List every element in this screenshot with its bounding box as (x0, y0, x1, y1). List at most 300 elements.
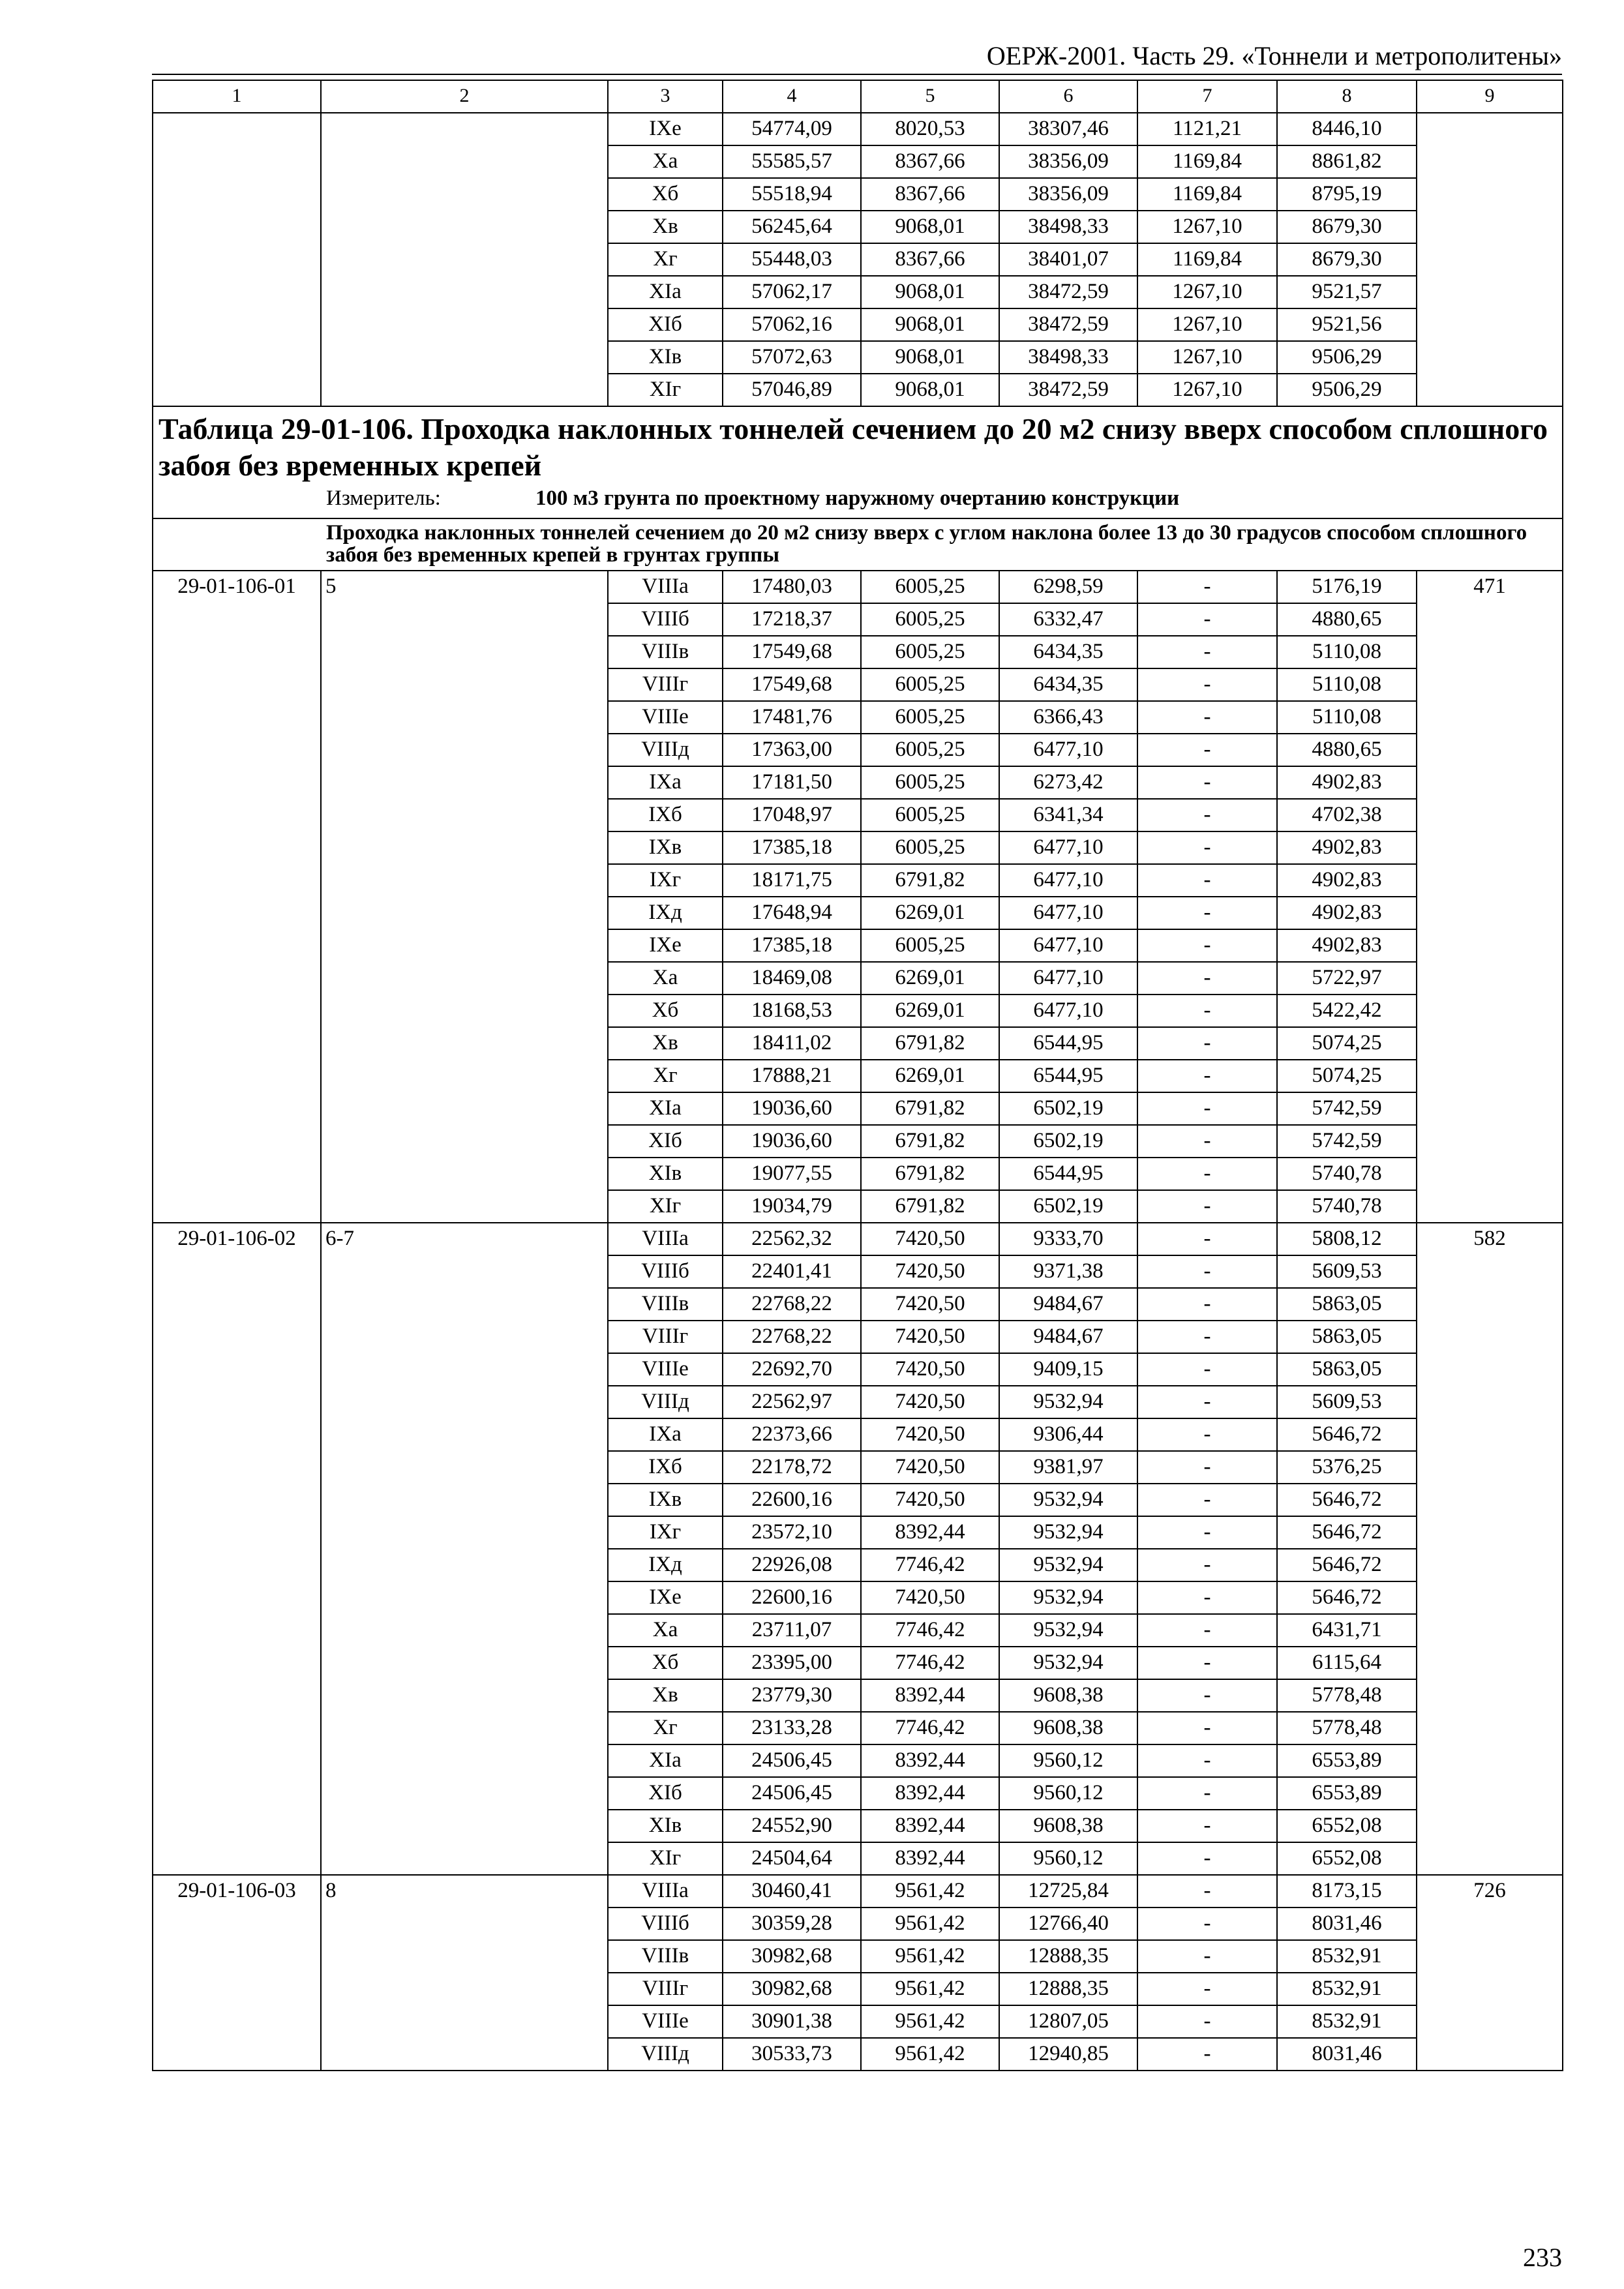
table-row (153, 1223, 1563, 1255)
value-cell: 30901,38 (723, 2005, 861, 2038)
value-cell: - (1137, 701, 1277, 734)
soil-group-cell (321, 113, 608, 406)
value-cell: 9371,38 (999, 1255, 1137, 1288)
value-cell: 9333,70 (999, 1223, 1137, 1255)
value-cell: 18469,08 (723, 962, 861, 995)
soil-category-cell: XIг (608, 374, 723, 406)
value-cell: 9306,44 (999, 1418, 1137, 1451)
value-cell: - (1137, 1744, 1277, 1777)
column-number: 4 (723, 80, 861, 113)
value-cell: 38472,59 (999, 308, 1137, 341)
value-cell: - (1137, 799, 1277, 831)
value-cell: 8367,66 (861, 243, 999, 276)
value-cell: 6341,34 (999, 799, 1137, 831)
value-cell: - (1137, 1973, 1277, 2005)
value-cell: 8392,44 (861, 1744, 999, 1777)
value-cell: 6552,08 (1277, 1810, 1417, 1842)
value-cell: 17048,97 (723, 799, 861, 831)
value-cell: 5646,72 (1277, 1516, 1417, 1549)
value-cell: 17480,03 (723, 571, 861, 603)
value-cell: 8392,44 (861, 1842, 999, 1875)
soil-category-cell: Xв (608, 1027, 723, 1060)
table-title-row (153, 406, 1563, 518)
value-cell: 30982,68 (723, 1940, 861, 1973)
value-cell: 8367,66 (861, 178, 999, 211)
value-cell: 6005,25 (861, 831, 999, 864)
soil-category-cell: IXа (608, 766, 723, 799)
value-cell: - (1137, 962, 1277, 995)
value-cell: 23711,07 (723, 1614, 861, 1647)
value-cell: 6791,82 (861, 864, 999, 897)
value-cell: 6477,10 (999, 962, 1137, 995)
value-cell: 4902,83 (1277, 831, 1417, 864)
value-cell: 9561,42 (861, 1875, 999, 1908)
value-cell: 7420,50 (861, 1418, 999, 1451)
table-row (153, 1875, 1563, 1908)
soil-category-cell: IXа (608, 1418, 723, 1451)
value-cell: 5742,59 (1277, 1125, 1417, 1158)
value-cell: - (1137, 1060, 1277, 1092)
value-cell: 17385,18 (723, 831, 861, 864)
column-number: 8 (1277, 80, 1417, 113)
value-cell: 6269,01 (861, 897, 999, 929)
meter-value: 100 м3 грунта по проектному наружному очертанию конструкции (535, 486, 1180, 510)
value-cell: 9068,01 (861, 341, 999, 374)
value-cell: 7746,42 (861, 1712, 999, 1744)
soil-category-cell: IXе (608, 929, 723, 962)
value-cell: 5646,72 (1277, 1581, 1417, 1614)
total-cell (1417, 113, 1563, 406)
value-cell: - (1137, 636, 1277, 668)
value-cell: 6477,10 (999, 831, 1137, 864)
value-cell: - (1137, 1125, 1277, 1158)
value-cell: 5808,12 (1277, 1223, 1417, 1255)
value-cell: 6366,43 (999, 701, 1137, 734)
soil-category-cell: Xг (608, 243, 723, 276)
value-cell: 9521,57 (1277, 276, 1417, 308)
value-cell: 9532,94 (999, 1647, 1137, 1679)
soil-category-cell: IXв (608, 831, 723, 864)
value-cell: 6005,25 (861, 799, 999, 831)
value-cell: 9506,29 (1277, 341, 1417, 374)
soil-category-cell: VIIIе (608, 2005, 723, 2038)
value-cell: 8392,44 (861, 1516, 999, 1549)
value-cell: 1169,84 (1137, 178, 1277, 211)
value-cell: 38472,59 (999, 374, 1137, 406)
value-cell: 8446,10 (1277, 113, 1417, 145)
value-cell: 6791,82 (861, 1190, 999, 1223)
value-cell: 9532,94 (999, 1386, 1137, 1418)
total-cell: 582 (1417, 1223, 1563, 1875)
column-number-row (153, 80, 1563, 113)
value-cell: 8532,91 (1277, 2005, 1417, 2038)
value-cell: 6269,01 (861, 995, 999, 1027)
value-cell: - (1137, 1581, 1277, 1614)
value-cell: 8031,46 (1277, 1908, 1417, 1940)
value-cell: 6434,35 (999, 668, 1137, 701)
value-cell: - (1137, 1353, 1277, 1386)
value-cell: 17549,68 (723, 636, 861, 668)
value-cell: 8392,44 (861, 1777, 999, 1810)
value-cell: 38356,09 (999, 178, 1137, 211)
soil-category-cell: VIIIа (608, 571, 723, 603)
value-cell: 57062,17 (723, 276, 861, 308)
value-cell: - (1137, 1614, 1277, 1647)
soil-category-cell: VIIIв (608, 1940, 723, 1973)
value-cell: 9068,01 (861, 308, 999, 341)
value-cell: 24506,45 (723, 1777, 861, 1810)
value-cell: 5646,72 (1277, 1549, 1417, 1581)
soil-category-cell: IXе (608, 1581, 723, 1614)
value-cell: 57072,63 (723, 341, 861, 374)
soil-category-cell: VIIIа (608, 1875, 723, 1908)
value-cell: 22600,16 (723, 1581, 861, 1614)
value-cell: 17218,37 (723, 603, 861, 636)
value-cell: - (1137, 1777, 1277, 1810)
soil-group-cell: 5 (321, 571, 608, 1223)
column-number: 7 (1137, 80, 1277, 113)
value-cell: 5609,53 (1277, 1386, 1417, 1418)
value-cell: 9561,42 (861, 1973, 999, 2005)
value-cell: 5646,72 (1277, 1418, 1417, 1451)
value-cell: 7420,50 (861, 1484, 999, 1516)
value-cell: 22562,97 (723, 1386, 861, 1418)
value-cell: 9532,94 (999, 1614, 1137, 1647)
value-cell: 6502,19 (999, 1190, 1137, 1223)
value-cell: - (1137, 1255, 1277, 1288)
value-cell: - (1137, 1484, 1277, 1516)
soil-category-cell: XIб (608, 308, 723, 341)
code-cell (153, 113, 321, 406)
total-cell: 726 (1417, 1875, 1563, 2071)
value-cell: 38307,46 (999, 113, 1137, 145)
value-cell: 5110,08 (1277, 636, 1417, 668)
value-cell: - (1137, 995, 1277, 1027)
value-cell: 6005,25 (861, 571, 999, 603)
value-cell: 18168,53 (723, 995, 861, 1027)
table-title-cell (153, 406, 1563, 518)
value-cell: 38498,33 (999, 211, 1137, 243)
soil-category-cell: XIв (608, 341, 723, 374)
value-cell: 6269,01 (861, 1060, 999, 1092)
value-cell: 1267,10 (1137, 276, 1277, 308)
value-cell: 4880,65 (1277, 603, 1417, 636)
value-cell: 7420,50 (861, 1581, 999, 1614)
value-cell: 5074,25 (1277, 1027, 1417, 1060)
soil-category-cell: VIIIб (608, 1908, 723, 1940)
soil-category-cell: Xг (608, 1060, 723, 1092)
value-cell: 6791,82 (861, 1125, 999, 1158)
value-cell: 6502,19 (999, 1125, 1137, 1158)
value-cell: 55585,57 (723, 145, 861, 178)
value-cell: - (1137, 1418, 1277, 1451)
value-cell: 38401,07 (999, 243, 1137, 276)
value-cell: 19036,60 (723, 1125, 861, 1158)
value-cell: - (1137, 1386, 1277, 1418)
value-cell: 22768,22 (723, 1288, 861, 1321)
value-cell: 6115,64 (1277, 1647, 1417, 1679)
soil-category-cell: IXб (608, 1451, 723, 1484)
value-cell: 38356,09 (999, 145, 1137, 178)
value-cell: 8020,53 (861, 113, 999, 145)
value-cell: 5778,48 (1277, 1712, 1417, 1744)
meter-label: Измеритель: (326, 486, 441, 510)
value-cell: - (1137, 1223, 1277, 1255)
value-cell: 23572,10 (723, 1516, 861, 1549)
soil-category-cell: IXг (608, 864, 723, 897)
value-cell: 1267,10 (1137, 308, 1277, 341)
value-cell: 24506,45 (723, 1744, 861, 1777)
value-cell: 6434,35 (999, 636, 1137, 668)
value-cell: - (1137, 1092, 1277, 1125)
value-cell: 6005,25 (861, 766, 999, 799)
value-cell: 12940,85 (999, 2038, 1137, 2071)
value-cell: - (1137, 1647, 1277, 1679)
page-number: 233 (1523, 2243, 1562, 2272)
value-cell: 12888,35 (999, 1973, 1137, 2005)
value-cell: 9532,94 (999, 1484, 1137, 1516)
value-cell: 23395,00 (723, 1647, 861, 1679)
column-number: 2 (321, 80, 608, 113)
value-cell: 7420,50 (861, 1386, 999, 1418)
soil-category-cell: IXб (608, 799, 723, 831)
value-cell: 8679,30 (1277, 243, 1417, 276)
soil-category-cell: Xа (608, 145, 723, 178)
soil-group-cell: 6-7 (321, 1223, 608, 1875)
value-cell: 9521,56 (1277, 308, 1417, 341)
value-cell: 6791,82 (861, 1092, 999, 1125)
value-cell: 9381,97 (999, 1451, 1137, 1484)
code-cell: 29-01-106-03 (153, 1875, 321, 2071)
value-cell: 9608,38 (999, 1679, 1137, 1712)
value-cell: - (1137, 2005, 1277, 2038)
value-cell: 7420,50 (861, 1288, 999, 1321)
table-title: Таблица 29-01-106. Проходка наклонных тоннелей сечением до 20 м2 снизу вверх способом сплошного забоя без временных крепей (158, 412, 1548, 482)
value-cell: 9608,38 (999, 1712, 1137, 1744)
value-cell: 5778,48 (1277, 1679, 1417, 1712)
soil-category-cell: VIIIг (608, 1321, 723, 1353)
value-cell: 9068,01 (861, 276, 999, 308)
value-cell: 1267,10 (1137, 374, 1277, 406)
soil-category-cell: Xв (608, 1679, 723, 1712)
column-number: 9 (1417, 80, 1563, 113)
value-cell: 12766,40 (999, 1908, 1137, 1940)
value-cell: 57062,16 (723, 308, 861, 341)
value-cell: 8392,44 (861, 1679, 999, 1712)
value-cell: 5646,72 (1277, 1484, 1417, 1516)
soil-category-cell: XIа (608, 1092, 723, 1125)
value-cell: 17385,18 (723, 929, 861, 962)
value-cell: 1267,10 (1137, 211, 1277, 243)
value-cell: 7420,50 (861, 1321, 999, 1353)
value-cell: - (1137, 2038, 1277, 2071)
value-cell: 6544,95 (999, 1060, 1137, 1092)
value-cell: - (1137, 929, 1277, 962)
soil-category-cell: VIIIг (608, 1973, 723, 2005)
meter-line (158, 485, 1557, 511)
value-cell: 18171,75 (723, 864, 861, 897)
value-cell: 1267,10 (1137, 341, 1277, 374)
value-cell: 4902,83 (1277, 897, 1417, 929)
column-number: 6 (999, 80, 1137, 113)
value-cell: 6502,19 (999, 1092, 1137, 1125)
value-cell: 9560,12 (999, 1744, 1137, 1777)
value-cell: 6477,10 (999, 864, 1137, 897)
soil-category-cell: VIIIв (608, 636, 723, 668)
value-cell: - (1137, 1940, 1277, 1973)
soil-category-cell: VIIIб (608, 1255, 723, 1288)
price-table (152, 80, 1563, 2071)
value-cell: - (1137, 766, 1277, 799)
total-cell: 471 (1417, 571, 1563, 1223)
value-cell: 5742,59 (1277, 1092, 1417, 1125)
value-cell: 23779,30 (723, 1679, 861, 1712)
value-cell: 6552,08 (1277, 1842, 1417, 1875)
value-cell: 30359,28 (723, 1908, 861, 1940)
value-cell: - (1137, 1027, 1277, 1060)
value-cell: 12888,35 (999, 1940, 1137, 1973)
value-cell: 6553,89 (1277, 1744, 1417, 1777)
table-row (153, 113, 1563, 145)
value-cell: 6005,25 (861, 603, 999, 636)
value-cell: 19036,60 (723, 1092, 861, 1125)
soil-category-cell: Xб (608, 1647, 723, 1679)
value-cell: 9561,42 (861, 2005, 999, 2038)
value-cell: 6005,25 (861, 701, 999, 734)
value-cell: 8031,46 (1277, 2038, 1417, 2071)
value-cell: 8532,91 (1277, 1940, 1417, 1973)
value-cell: 6005,25 (861, 929, 999, 962)
value-cell: 18411,02 (723, 1027, 861, 1060)
value-cell: 22768,22 (723, 1321, 861, 1353)
value-cell: 6544,95 (999, 1158, 1137, 1190)
value-cell: 6791,82 (861, 1158, 999, 1190)
soil-category-cell: VIIIд (608, 734, 723, 766)
value-cell: 22926,08 (723, 1549, 861, 1581)
value-cell: 17363,00 (723, 734, 861, 766)
value-cell: 24552,90 (723, 1810, 861, 1842)
soil-category-cell: XIа (608, 276, 723, 308)
value-cell: 1169,84 (1137, 145, 1277, 178)
soil-category-cell: IXг (608, 1516, 723, 1549)
value-cell: - (1137, 864, 1277, 897)
soil-category-cell: IXд (608, 1549, 723, 1581)
value-cell: 6431,71 (1277, 1614, 1417, 1647)
code-cell: 29-01-106-02 (153, 1223, 321, 1875)
value-cell: 6269,01 (861, 962, 999, 995)
soil-category-cell: VIIIб (608, 603, 723, 636)
soil-category-cell: VIIIв (608, 1288, 723, 1321)
value-cell: 6477,10 (999, 897, 1137, 929)
soil-category-cell: VIIIг (608, 668, 723, 701)
value-cell: - (1137, 734, 1277, 766)
value-cell: 9506,29 (1277, 374, 1417, 406)
value-cell: 5609,53 (1277, 1255, 1417, 1288)
soil-category-cell: XIв (608, 1810, 723, 1842)
value-cell: 19034,79 (723, 1190, 861, 1223)
value-cell: 6477,10 (999, 929, 1137, 962)
value-cell: 22373,66 (723, 1418, 861, 1451)
value-cell: - (1137, 1875, 1277, 1908)
value-cell: 4902,83 (1277, 929, 1417, 962)
value-cell: 8532,91 (1277, 1973, 1417, 2005)
value-cell: 6005,25 (861, 668, 999, 701)
value-cell: - (1137, 1908, 1277, 1940)
value-cell: 6005,25 (861, 636, 999, 668)
value-cell: 8173,15 (1277, 1875, 1417, 1908)
value-cell: 6544,95 (999, 1027, 1137, 1060)
value-cell: - (1137, 603, 1277, 636)
value-cell: 9484,67 (999, 1288, 1137, 1321)
value-cell: 8679,30 (1277, 211, 1417, 243)
value-cell: 5176,19 (1277, 571, 1417, 603)
value-cell: 9608,38 (999, 1810, 1137, 1842)
value-cell: 17181,50 (723, 766, 861, 799)
value-cell: 55518,94 (723, 178, 861, 211)
soil-group-cell: 8 (321, 1875, 608, 2071)
value-cell: 9561,42 (861, 1908, 999, 1940)
value-cell: 17549,68 (723, 668, 861, 701)
value-cell: 6477,10 (999, 734, 1137, 766)
value-cell: 6273,42 (999, 766, 1137, 799)
value-cell: 5863,05 (1277, 1353, 1417, 1386)
table-row (153, 571, 1563, 603)
soil-category-cell: VIIIд (608, 2038, 723, 2071)
value-cell: 5110,08 (1277, 701, 1417, 734)
column-number: 3 (608, 80, 723, 113)
value-cell: 4902,83 (1277, 864, 1417, 897)
value-cell: 22401,41 (723, 1255, 861, 1288)
value-cell: - (1137, 1288, 1277, 1321)
code-cell: 29-01-106-01 (153, 571, 321, 1223)
soil-category-cell: VIIIе (608, 701, 723, 734)
value-cell: 23133,28 (723, 1712, 861, 1744)
value-cell: 55448,03 (723, 243, 861, 276)
value-cell: 9068,01 (861, 211, 999, 243)
soil-category-cell: XIв (608, 1158, 723, 1190)
value-cell: 8392,44 (861, 1810, 999, 1842)
value-cell: - (1137, 1842, 1277, 1875)
value-cell: 22178,72 (723, 1451, 861, 1484)
soil-category-cell: Xб (608, 178, 723, 211)
soil-category-cell: Xг (608, 1712, 723, 1744)
soil-category-cell: XIа (608, 1744, 723, 1777)
value-cell: 6553,89 (1277, 1777, 1417, 1810)
soil-category-cell: Xв (608, 211, 723, 243)
value-cell: 24504,64 (723, 1842, 861, 1875)
value-cell: - (1137, 831, 1277, 864)
column-number: 1 (153, 80, 321, 113)
value-cell: 22562,32 (723, 1223, 861, 1255)
value-cell: - (1137, 1451, 1277, 1484)
value-cell: 12725,84 (999, 1875, 1137, 1908)
soil-category-cell: IXе (608, 113, 723, 145)
value-cell: - (1137, 1516, 1277, 1549)
soil-category-cell: Xб (608, 995, 723, 1027)
value-cell: 7746,42 (861, 1647, 999, 1679)
value-cell: 4702,38 (1277, 799, 1417, 831)
value-cell: 5422,42 (1277, 995, 1417, 1027)
soil-category-cell: VIIIд (608, 1386, 723, 1418)
value-cell: 38498,33 (999, 341, 1137, 374)
soil-category-cell: XIг (608, 1842, 723, 1875)
value-cell: - (1137, 897, 1277, 929)
value-cell: 56245,64 (723, 211, 861, 243)
value-cell: 5740,78 (1277, 1190, 1417, 1223)
table-subtitle-row (153, 518, 1563, 571)
value-cell: 5074,25 (1277, 1060, 1417, 1092)
value-cell: 5722,97 (1277, 962, 1417, 995)
